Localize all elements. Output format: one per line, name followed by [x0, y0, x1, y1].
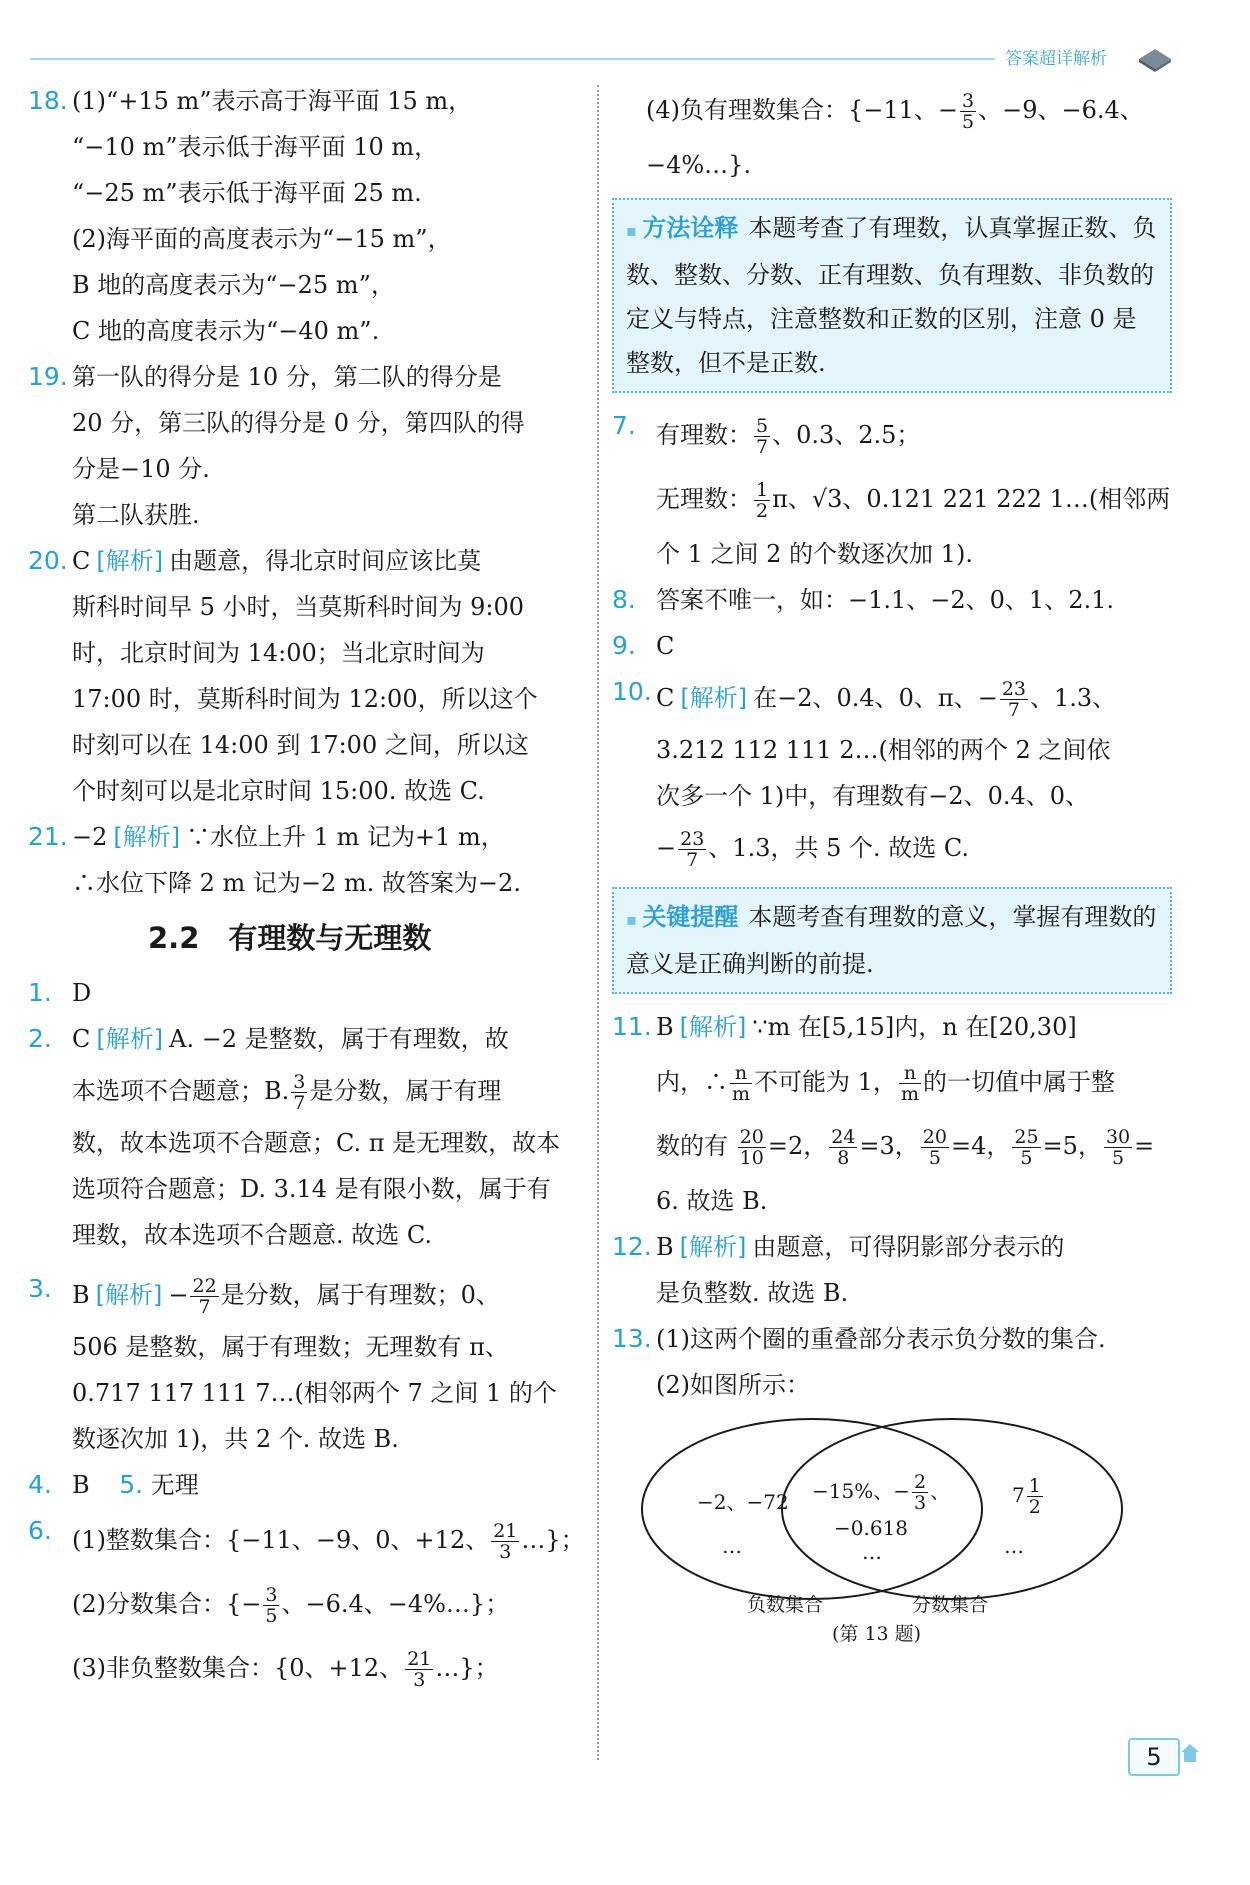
- fraction: $\frac{20}{10}$: [739, 1126, 764, 1169]
- answer-line: (1)这两个圈的重叠部分表示负分数的集合.: [656, 1325, 1106, 1353]
- question-number: 11.: [612, 1012, 652, 1041]
- page-number: 5: [1128, 1738, 1180, 1776]
- answer-line: 斯科时间早 5 小时，当莫斯科时间为 9:00: [72, 593, 525, 621]
- analysis-tag: [解析]: [113, 823, 181, 851]
- negative-decimal: −0.618: [834, 1516, 909, 1540]
- question-number: 20.: [28, 546, 68, 575]
- question-number: 4.: [28, 1470, 52, 1499]
- answer-line: 是分数，属于有理: [309, 1077, 502, 1105]
- question-1: [28, 970, 588, 1016]
- question-number: 12.: [612, 1232, 652, 1261]
- book-stack-icon: [1135, 45, 1175, 73]
- equals-text: =: [1134, 1132, 1155, 1160]
- venn-diagram: [612, 1414, 1172, 1644]
- section-title: 2.2 有理数与无理数: [148, 921, 432, 955]
- question-18: [28, 78, 588, 354]
- fraction: $\frac{3}{7}$: [293, 1071, 306, 1114]
- question-number: 7.: [612, 411, 636, 440]
- fraction: $\frac{23}{7}$: [1001, 678, 1026, 721]
- question-4-5: [28, 1462, 588, 1508]
- answer-line: 数的有: [656, 1132, 728, 1160]
- key-reminder-box: [612, 887, 1172, 994]
- negative-set-label: 负数集合: [747, 1594, 824, 1616]
- answer-line: 时刻可以在 14:00 到 17:00 之间，所以这: [72, 731, 529, 759]
- method-explanation-box: [612, 198, 1172, 393]
- answer-line: (2)如图所示：: [656, 1371, 810, 1399]
- negative-fractions: −15%、− $\frac{2}{3}$ 、: [812, 1471, 951, 1514]
- question-8: [612, 577, 1172, 623]
- answer-line: …}；: [435, 1654, 499, 1682]
- question-number: 18.: [28, 86, 68, 115]
- answer-line: 3.212 112 111 2…(相邻的两个 2 之间依: [656, 736, 1111, 764]
- answer-line: 、1.3、: [1030, 684, 1117, 712]
- fraction: $\frac{n}{m}$: [732, 1062, 751, 1105]
- negative-integers: −2、−72: [697, 1490, 789, 1514]
- answer-line: 在−2、0.4、0、π、−: [753, 684, 998, 712]
- analysis-tag: [解析]: [96, 547, 164, 575]
- minus-sign: −: [168, 1281, 189, 1309]
- answer-choice: −2: [72, 823, 108, 851]
- answer-line: (3)非负整数集合：{0、+12、: [72, 1654, 404, 1682]
- question-number: 1.: [28, 978, 52, 1007]
- fraction: $\frac{20}{5}$: [922, 1126, 947, 1169]
- answer-line: 数逐次加 1)，共 2 个. 故选 B.: [72, 1425, 399, 1453]
- box-title: ▪ 方法诠释: [626, 214, 738, 242]
- answer-line: “−10 m”表示低于海平面 10 m，: [72, 133, 439, 161]
- question-21: [28, 814, 588, 906]
- answer-choice: C: [72, 1025, 91, 1053]
- answer-line: 由题意，得北京时间应该比莫: [169, 547, 482, 575]
- header-line: [30, 58, 995, 60]
- answer-choice: B: [656, 1233, 674, 1261]
- minus-sign: −: [656, 834, 677, 862]
- right-column: [612, 78, 1172, 1644]
- question-13: [612, 1316, 1172, 1408]
- answer-line: …}；: [521, 1526, 585, 1554]
- fraction: $\frac{21}{3}$: [493, 1520, 518, 1563]
- answer-line: 506 是整数，属于有理数；无理数有 π、: [72, 1333, 509, 1361]
- analysis-tag: [解析]: [680, 684, 748, 712]
- fraction: $\frac{21}{3}$: [407, 1648, 432, 1691]
- box-title: ▪ 关键提醒: [626, 903, 738, 931]
- answer-line: C 地的高度表示为“−40 m”.: [72, 317, 380, 345]
- answer-line: 分是−10 分.: [72, 455, 210, 483]
- box-text: 本题考查了有理数，认真掌握正数、负数、整数、分数、正有理数、负有理数、非负数的定义与特点，注意整数和正数的区别，注意 0 是整数，但不是正数.: [626, 214, 1157, 377]
- answer-choice: B: [656, 1013, 674, 1041]
- house-icon: [1180, 1742, 1200, 1764]
- analysis-tag: [解析]: [95, 1281, 163, 1309]
- equals-text: =4，: [950, 1132, 1011, 1160]
- question-7: [612, 403, 1172, 577]
- answer-line: 有理数：: [656, 421, 752, 449]
- question-number: 13.: [612, 1324, 652, 1353]
- answer-line: (4)负有理数集合：{−11、−: [646, 96, 959, 124]
- fraction: $\frac{5}{7}$: [756, 415, 769, 458]
- answer-line: (1)整数集合：{−11、−9、0、+12、: [72, 1526, 490, 1554]
- question-20: [28, 538, 588, 814]
- question-3: [28, 1266, 588, 1462]
- answer-choice: C: [72, 547, 91, 575]
- question-number: 6.: [28, 1516, 52, 1545]
- question-2: [28, 1016, 588, 1258]
- column-divider: [597, 85, 599, 1760]
- answer-line: 是分数，属于有理数；0、: [220, 1281, 500, 1309]
- answer-line: “−25 m”表示低于海平面 25 m.: [72, 179, 422, 207]
- fraction: $\frac{25}{5}$: [1014, 1126, 1039, 1169]
- question-number: 3.: [28, 1274, 52, 1303]
- answer-line: −4%…}.: [646, 151, 752, 179]
- answer-line: 、0.3、2.5；: [772, 421, 921, 449]
- answer-line: (2)海平面的高度表示为“−15 m”，: [72, 225, 452, 253]
- answer-line: 的一切值中属于整: [922, 1068, 1115, 1096]
- answer-line: 个 1 之间 2 的个数逐次加 1).: [656, 540, 973, 568]
- answer-line: 选项符合题意；D. 3.14 是有限小数，属于有: [72, 1175, 551, 1203]
- fraction: $\frac{3}{5}$: [962, 90, 975, 133]
- answer-line: 17:00 时，莫斯科时间为 12:00，所以这个: [72, 685, 538, 713]
- fraction: $\frac{1}{2}$: [756, 479, 769, 522]
- answer-text: 无理: [150, 1471, 199, 1499]
- answer-choice: C: [656, 684, 675, 712]
- answer-line: B 地的高度表示为“−25 m”，: [72, 271, 395, 299]
- answer-line: 6. 故选 B.: [656, 1187, 768, 1215]
- answer-line: ∵m 在[5,15]内，n 在[20,30]: [752, 1013, 1077, 1041]
- question-9: [612, 623, 1172, 669]
- answer-line: 内，∴: [656, 1068, 728, 1096]
- box-text: 本题考查有理数的意义，掌握有理数的意义是正确判断的前提.: [626, 903, 1157, 978]
- question-number: 5.: [119, 1470, 144, 1499]
- answer-line: 0.717 117 111 7…(相邻两个 7 之间 1 的个: [72, 1379, 557, 1407]
- positive-fraction: 7 $\frac{1}{2}$: [1012, 1475, 1041, 1518]
- answer-line: 无理数：: [656, 485, 752, 513]
- answer-line: 、−6.4、−4%…}；: [281, 1590, 510, 1618]
- question-10: [612, 669, 1172, 877]
- question-6-part-4: [612, 78, 1172, 188]
- question-number: 10.: [612, 677, 652, 706]
- answer-choice: D: [72, 979, 92, 1007]
- analysis-tag: [解析]: [679, 1013, 747, 1041]
- ellipsis: …: [862, 1540, 882, 1564]
- answer-line: 、−9、−6.4、: [978, 96, 1144, 124]
- question-12: [612, 1224, 1172, 1316]
- fraction: $\frac{30}{5}$: [1105, 1126, 1131, 1169]
- answer-line: 时，北京时间为 14:00；当北京时间为: [72, 639, 485, 667]
- answer-line: 由题意，可得阴影部分表示的: [752, 1233, 1065, 1261]
- answer-line: 20 分，第三队的得分是 0 分，第四队的得: [72, 409, 525, 437]
- answer-line: 第一队的得分是 10 分，第二队的得分是: [72, 363, 502, 391]
- answer-line: 本选项不合题意；B.: [72, 1077, 290, 1105]
- answer-line: 数，故本选项不合题意；C. π 是无理数，故本: [72, 1129, 561, 1157]
- fraction: $\frac{23}{7}$: [680, 828, 705, 871]
- analysis-tag: [解析]: [679, 1233, 747, 1261]
- question-19: [28, 354, 588, 538]
- answer-line: π、√3、0.121 221 222 1…(相邻两: [772, 485, 1171, 513]
- figure-caption: (第 13 题): [832, 1623, 922, 1645]
- answer-line: 理数，故本选项不合题意. 故选 C.: [72, 1221, 433, 1249]
- question-number: 2.: [28, 1024, 52, 1053]
- answer-line: (1)“+15 m”表示高于海平面 15 m，: [72, 87, 473, 115]
- ellipsis: …: [722, 1534, 742, 1558]
- header-title: 答案超详解析: [1005, 49, 1107, 69]
- question-number: 21.: [28, 822, 68, 851]
- analysis-tag: [解析]: [96, 1025, 164, 1053]
- fraction-set-label: 分数集合: [912, 1594, 989, 1616]
- question-number: 8.: [612, 585, 636, 614]
- answer-choice: B: [72, 1471, 90, 1499]
- equals-text: =3，: [859, 1132, 919, 1160]
- question-11: [612, 1004, 1172, 1224]
- answer-line: 个时刻可以是北京时间 15:00. 故选 C.: [72, 777, 485, 805]
- answer-line: ∴水位下降 2 m 记为−2 m. 故答案为−2.: [72, 869, 521, 897]
- fraction: $\frac{3}{5}$: [265, 1584, 278, 1627]
- answer-line: 第二队获胜.: [72, 501, 200, 529]
- equals-text: =5，: [1042, 1132, 1102, 1160]
- answer-line: 不可能为 1，: [754, 1068, 897, 1096]
- ellipsis: …: [1004, 1534, 1024, 1558]
- question-number: 9.: [612, 631, 636, 660]
- left-column: [28, 78, 588, 1700]
- answer-choice: C: [656, 632, 675, 660]
- answer-line: 次多一个 1)中，有理数有−2、0.4、0、: [656, 782, 1090, 810]
- answer-line: 、1.3，共 5 个. 故选 C.: [708, 834, 970, 862]
- question-number: 19.: [28, 362, 68, 391]
- question-6: [28, 1508, 588, 1700]
- answer-line: 是负整数. 故选 B.: [656, 1279, 849, 1307]
- answer-line: A. −2 是整数，属于有理数，故: [169, 1025, 509, 1053]
- answer-choice: B: [72, 1281, 90, 1309]
- answer-line: (2)分数集合：{−: [72, 1590, 262, 1618]
- fraction: $\frac{22}{7}$: [192, 1275, 217, 1318]
- answer-line: 答案不唯一，如：−1.1、−2、0、1、2.1.: [656, 586, 1114, 614]
- fraction: $\frac{24}{8}$: [831, 1126, 856, 1169]
- equals-text: =2，: [767, 1132, 828, 1160]
- fraction: $\frac{n}{m}$: [900, 1062, 919, 1105]
- answer-line: ∵水位上升 1 m 记为+1 m，: [186, 823, 505, 851]
